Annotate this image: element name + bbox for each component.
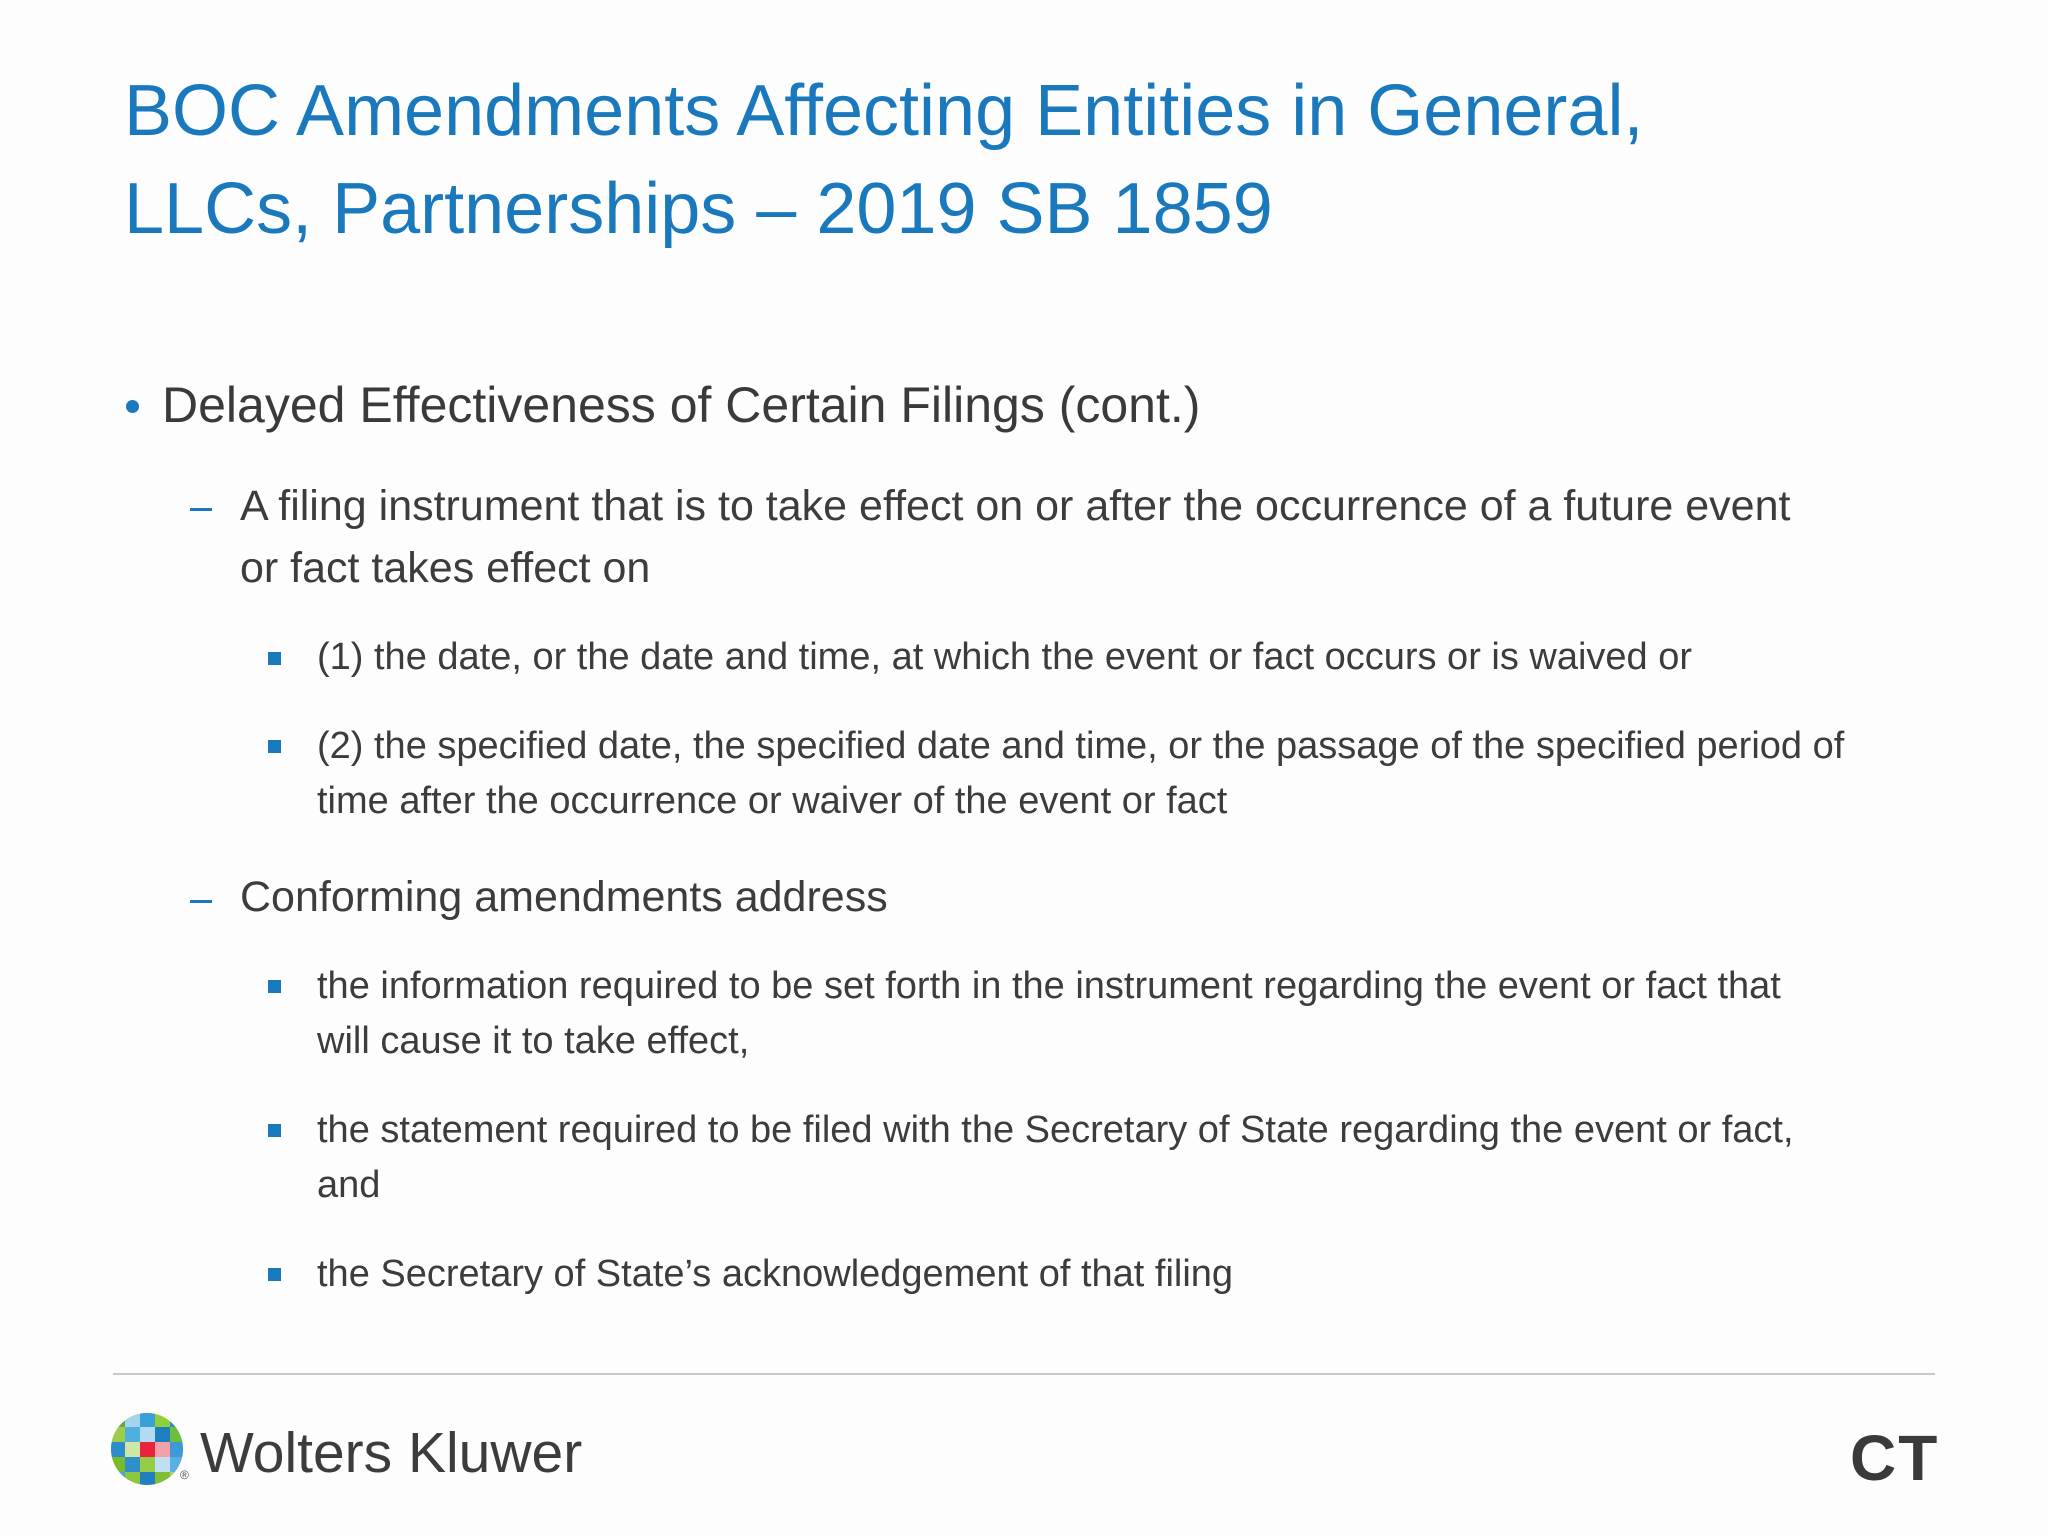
point-line: the information required to be set forth in the instrument regarding the event or fact that [317, 965, 1781, 1007]
title-line-2: LLCs, Partnerships – 2019 SB 1859 [124, 169, 1273, 249]
square-bullet-icon [268, 740, 281, 753]
point-line: the Secretary of State’s acknowledgement of that filing [317, 1253, 1234, 1295]
point-line: (1) the date, or the date and time, at which the event or fact occurs or is waived or [317, 636, 1693, 678]
square-bullet-icon [268, 652, 281, 665]
dash-icon [190, 508, 212, 511]
title-line-1: BOC Amendments Affecting Entities in General, [124, 71, 1644, 151]
registered-mark: ® [180, 1468, 189, 1482]
brand-name: Wolters Kluwer [200, 1421, 583, 1485]
square-bullet-icon [268, 980, 281, 993]
point-line: (2) the specified date, the specified date and time, or the passage of the specified period of [317, 725, 1845, 767]
point-information-required [317, 959, 1781, 1069]
dash-icon [190, 900, 212, 903]
point-line: the statement required to be filed with the Secretary of State regarding the event or fact, [317, 1109, 1794, 1151]
sub-item-conforming-amendments [240, 866, 888, 928]
square-bullet-icon [268, 1268, 281, 1281]
sub-item-line: Conforming amendments address [240, 873, 888, 921]
sub-item-line: or fact takes effect on [240, 544, 651, 592]
wolters-kluwer-logo-icon [110, 1412, 184, 1486]
sub-item-line: A filing instrument that is to take effect on or after the occurrence of a future event [240, 482, 1791, 530]
point-specified-date [317, 719, 1844, 829]
sub-item-filing-instrument [240, 475, 1790, 599]
bullet-level1: Delayed Effectiveness of Certain Filings (cont.) [162, 377, 1201, 433]
point-line: and [317, 1164, 381, 1206]
square-bullet-icon [268, 1124, 281, 1137]
point-line: time after the occurrence or waiver of the event or fact [317, 780, 1228, 822]
footer-divider [113, 1373, 1935, 1375]
point-line: will cause it to take effect, [317, 1020, 750, 1062]
point-date-time [317, 630, 1692, 685]
point-statement-required [317, 1103, 1794, 1213]
ct-brand-mark: CT [1850, 1422, 1940, 1494]
point-acknowledgement [317, 1247, 1233, 1302]
bullet-dot-icon [126, 400, 139, 413]
